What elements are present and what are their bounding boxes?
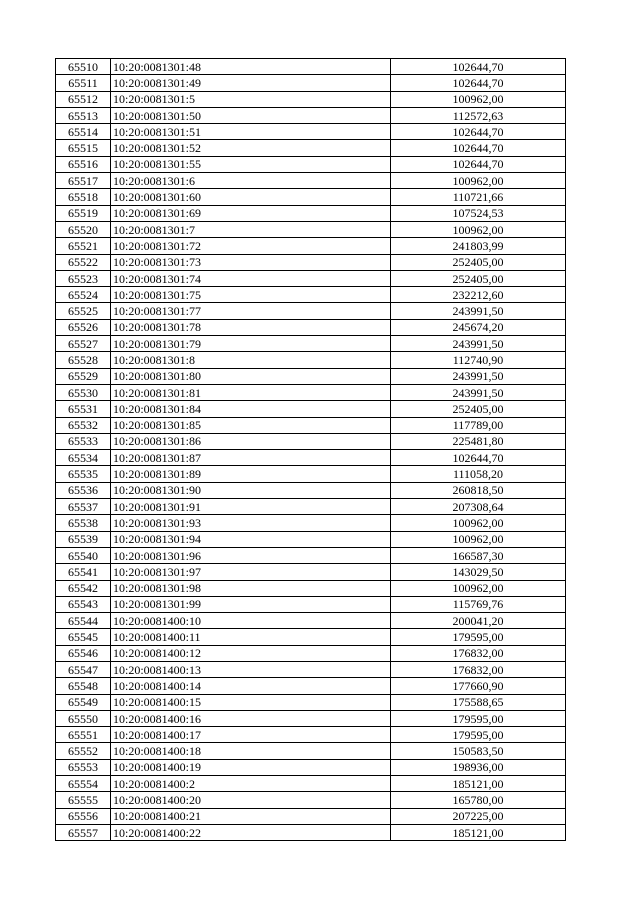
cadastral-number-cell: 10:20:0081301:87	[111, 450, 391, 466]
table-row	[56, 140, 566, 156]
cadastral-number-cell: 10:20:0081301:98	[111, 580, 391, 596]
row-number-cell: 65514	[56, 124, 111, 140]
table-row	[56, 743, 566, 759]
row-number-cell: 65553	[56, 759, 111, 775]
table-row	[56, 450, 566, 466]
row-number-cell: 65511	[56, 75, 111, 91]
value-cell: 100962,00	[391, 173, 566, 189]
cadastral-number-cell: 10:20:0081400:22	[111, 824, 391, 840]
table-row	[56, 401, 566, 417]
cadastral-number-cell: 10:20:0081301:69	[111, 205, 391, 221]
cadastral-number-cell: 10:20:0081301:97	[111, 564, 391, 580]
row-number-cell: 65531	[56, 401, 111, 417]
row-number-cell: 65551	[56, 727, 111, 743]
table-row	[56, 645, 566, 661]
cadastral-number-cell: 10:20:0081301:89	[111, 466, 391, 482]
row-number-cell: 65544	[56, 613, 111, 629]
cadastral-number-cell: 10:20:0081301:84	[111, 401, 391, 417]
table-row	[56, 596, 566, 612]
table-row	[56, 124, 566, 140]
cadastral-number-cell: 10:20:0081301:90	[111, 482, 391, 498]
table-row	[56, 91, 566, 107]
cadastral-number-cell: 10:20:0081301:55	[111, 156, 391, 172]
row-number-cell: 65525	[56, 303, 111, 319]
row-number-cell: 65550	[56, 710, 111, 726]
row-number-cell: 65523	[56, 270, 111, 286]
table-row	[56, 59, 566, 75]
row-number-cell: 65515	[56, 140, 111, 156]
value-cell: 111058,20	[391, 466, 566, 482]
table-row	[56, 336, 566, 352]
table-row	[56, 661, 566, 677]
row-number-cell: 65528	[56, 352, 111, 368]
cadastral-number-cell: 10:20:0081301:60	[111, 189, 391, 205]
cadastral-number-cell: 10:20:0081301:80	[111, 368, 391, 384]
row-number-cell: 65512	[56, 91, 111, 107]
value-cell: 198936,00	[391, 759, 566, 775]
value-cell: 232212,60	[391, 287, 566, 303]
row-number-cell: 65539	[56, 531, 111, 547]
row-number-cell: 65537	[56, 499, 111, 515]
value-cell: 185121,00	[391, 776, 566, 792]
value-cell: 207225,00	[391, 808, 566, 824]
cadastral-number-cell: 10:20:0081400:16	[111, 710, 391, 726]
value-cell: 143029,50	[391, 564, 566, 580]
table-row	[56, 499, 566, 515]
row-number-cell: 65555	[56, 792, 111, 808]
table-row	[56, 368, 566, 384]
value-cell: 177660,90	[391, 678, 566, 694]
cadastral-number-cell: 10:20:0081301:8	[111, 352, 391, 368]
value-cell: 243991,50	[391, 368, 566, 384]
cadastral-number-cell: 10:20:0081301:51	[111, 124, 391, 140]
cadastral-number-cell: 10:20:0081301:52	[111, 140, 391, 156]
row-number-cell: 65556	[56, 808, 111, 824]
value-cell: 243991,50	[391, 303, 566, 319]
value-cell: 225481,80	[391, 433, 566, 449]
value-cell: 179595,00	[391, 710, 566, 726]
cadastral-number-cell: 10:20:0081400:11	[111, 629, 391, 645]
cadastral-number-cell: 10:20:0081400:17	[111, 727, 391, 743]
row-number-cell: 65524	[56, 287, 111, 303]
row-number-cell: 65543	[56, 596, 111, 612]
table-row	[56, 515, 566, 531]
row-number-cell: 65548	[56, 678, 111, 694]
value-cell: 100962,00	[391, 531, 566, 547]
value-cell: 150583,50	[391, 743, 566, 759]
row-number-cell: 65546	[56, 645, 111, 661]
table-row	[56, 694, 566, 710]
table-row	[56, 547, 566, 563]
table-row	[56, 417, 566, 433]
value-cell: 117789,00	[391, 417, 566, 433]
value-cell: 179595,00	[391, 629, 566, 645]
table-row	[56, 156, 566, 172]
value-cell: 252405,00	[391, 401, 566, 417]
cadastral-number-cell: 10:20:0081301:79	[111, 336, 391, 352]
row-number-cell: 65510	[56, 59, 111, 75]
cadastral-number-cell: 10:20:0081301:91	[111, 499, 391, 515]
row-number-cell: 65530	[56, 384, 111, 400]
cadastral-number-cell: 10:20:0081400:10	[111, 613, 391, 629]
cadastral-number-cell: 10:20:0081301:48	[111, 59, 391, 75]
row-number-cell: 65535	[56, 466, 111, 482]
row-number-cell: 65541	[56, 564, 111, 580]
cadastral-number-cell: 10:20:0081301:6	[111, 173, 391, 189]
table-row	[56, 727, 566, 743]
row-number-cell: 65522	[56, 254, 111, 270]
row-number-cell: 65540	[56, 547, 111, 563]
value-cell: 200041,20	[391, 613, 566, 629]
table-row	[56, 710, 566, 726]
table-row	[56, 482, 566, 498]
cadastral-number-cell: 10:20:0081301:73	[111, 254, 391, 270]
table-row	[56, 776, 566, 792]
value-cell: 110721,66	[391, 189, 566, 205]
row-number-cell: 65519	[56, 205, 111, 221]
row-number-cell: 65521	[56, 238, 111, 254]
table-row	[56, 792, 566, 808]
cadastral-number-cell: 10:20:0081301:7	[111, 221, 391, 237]
row-number-cell: 65542	[56, 580, 111, 596]
table-row	[56, 759, 566, 775]
row-number-cell: 65516	[56, 156, 111, 172]
value-cell: 102644,70	[391, 59, 566, 75]
cadastral-number-cell: 10:20:0081301:99	[111, 596, 391, 612]
value-cell: 100962,00	[391, 91, 566, 107]
table-row	[56, 808, 566, 824]
cadastral-number-cell: 10:20:0081400:21	[111, 808, 391, 824]
cadastral-number-cell: 10:20:0081301:49	[111, 75, 391, 91]
row-number-cell: 65520	[56, 221, 111, 237]
table-row	[56, 205, 566, 221]
cadastral-number-cell: 10:20:0081301:74	[111, 270, 391, 286]
cadastral-number-cell: 10:20:0081301:93	[111, 515, 391, 531]
value-cell: 243991,50	[391, 336, 566, 352]
table-row	[56, 384, 566, 400]
table-body	[56, 59, 566, 841]
cadastral-number-cell: 10:20:0081301:86	[111, 433, 391, 449]
row-number-cell: 65549	[56, 694, 111, 710]
value-cell: 102644,70	[391, 124, 566, 140]
table-row	[56, 580, 566, 596]
row-number-cell: 65533	[56, 433, 111, 449]
value-cell: 252405,00	[391, 254, 566, 270]
row-number-cell: 65513	[56, 107, 111, 123]
value-cell: 260818,50	[391, 482, 566, 498]
table-row	[56, 303, 566, 319]
value-cell: 166587,30	[391, 547, 566, 563]
value-cell: 245674,20	[391, 319, 566, 335]
value-cell: 179595,00	[391, 727, 566, 743]
value-cell: 207308,64	[391, 499, 566, 515]
value-cell: 100962,00	[391, 515, 566, 531]
table-row	[56, 613, 566, 629]
table-row	[56, 75, 566, 91]
table-row	[56, 319, 566, 335]
value-cell: 252405,00	[391, 270, 566, 286]
table-row	[56, 531, 566, 547]
value-cell: 115769,76	[391, 596, 566, 612]
row-number-cell: 65552	[56, 743, 111, 759]
cadastral-number-cell: 10:20:0081301:85	[111, 417, 391, 433]
row-number-cell: 65518	[56, 189, 111, 205]
cadastral-number-cell: 10:20:0081400:19	[111, 759, 391, 775]
cadastral-number-cell: 10:20:0081301:5	[111, 91, 391, 107]
table-row	[56, 221, 566, 237]
table-row	[56, 824, 566, 840]
row-number-cell: 65534	[56, 450, 111, 466]
cadastral-number-cell: 10:20:0081400:15	[111, 694, 391, 710]
cadastral-value-table	[55, 58, 566, 841]
table-row	[56, 189, 566, 205]
value-cell: 102644,70	[391, 156, 566, 172]
cadastral-number-cell: 10:20:0081301:96	[111, 547, 391, 563]
table-row	[56, 629, 566, 645]
table-row	[56, 352, 566, 368]
row-number-cell: 65554	[56, 776, 111, 792]
cadastral-number-cell: 10:20:0081301:94	[111, 531, 391, 547]
cadastral-number-cell: 10:20:0081301:77	[111, 303, 391, 319]
value-cell: 243991,50	[391, 384, 566, 400]
value-cell: 176832,00	[391, 645, 566, 661]
row-number-cell: 65547	[56, 661, 111, 677]
cadastral-number-cell: 10:20:0081400:2	[111, 776, 391, 792]
cadastral-number-cell: 10:20:0081301:81	[111, 384, 391, 400]
cadastral-number-cell: 10:20:0081301:72	[111, 238, 391, 254]
row-number-cell: 65527	[56, 336, 111, 352]
cadastral-number-cell: 10:20:0081301:78	[111, 319, 391, 335]
row-number-cell: 65545	[56, 629, 111, 645]
value-cell: 100962,00	[391, 221, 566, 237]
value-cell: 165780,00	[391, 792, 566, 808]
cadastral-number-cell: 10:20:0081400:14	[111, 678, 391, 694]
value-cell: 112740,90	[391, 352, 566, 368]
value-cell: 107524,53	[391, 205, 566, 221]
cadastral-number-cell: 10:20:0081301:50	[111, 107, 391, 123]
value-cell: 241803,99	[391, 238, 566, 254]
value-cell: 100962,00	[391, 580, 566, 596]
row-number-cell: 65557	[56, 824, 111, 840]
value-cell: 185121,00	[391, 824, 566, 840]
row-number-cell: 65517	[56, 173, 111, 189]
value-cell: 102644,70	[391, 140, 566, 156]
row-number-cell: 65532	[56, 417, 111, 433]
cadastral-number-cell: 10:20:0081301:75	[111, 287, 391, 303]
cadastral-number-cell: 10:20:0081400:20	[111, 792, 391, 808]
table-row	[56, 466, 566, 482]
row-number-cell: 65526	[56, 319, 111, 335]
value-cell: 102644,70	[391, 450, 566, 466]
table-row	[56, 564, 566, 580]
table-row	[56, 254, 566, 270]
row-number-cell: 65529	[56, 368, 111, 384]
table-row	[56, 287, 566, 303]
cadastral-number-cell: 10:20:0081400:13	[111, 661, 391, 677]
value-cell: 112572,63	[391, 107, 566, 123]
table-row	[56, 270, 566, 286]
row-number-cell: 65536	[56, 482, 111, 498]
table-row	[56, 238, 566, 254]
row-number-cell: 65538	[56, 515, 111, 531]
value-cell: 102644,70	[391, 75, 566, 91]
table-row	[56, 173, 566, 189]
cadastral-number-cell: 10:20:0081400:12	[111, 645, 391, 661]
table-row	[56, 107, 566, 123]
table-row	[56, 433, 566, 449]
value-cell: 175588,65	[391, 694, 566, 710]
cadastral-number-cell: 10:20:0081400:18	[111, 743, 391, 759]
table-row	[56, 678, 566, 694]
value-cell: 176832,00	[391, 661, 566, 677]
